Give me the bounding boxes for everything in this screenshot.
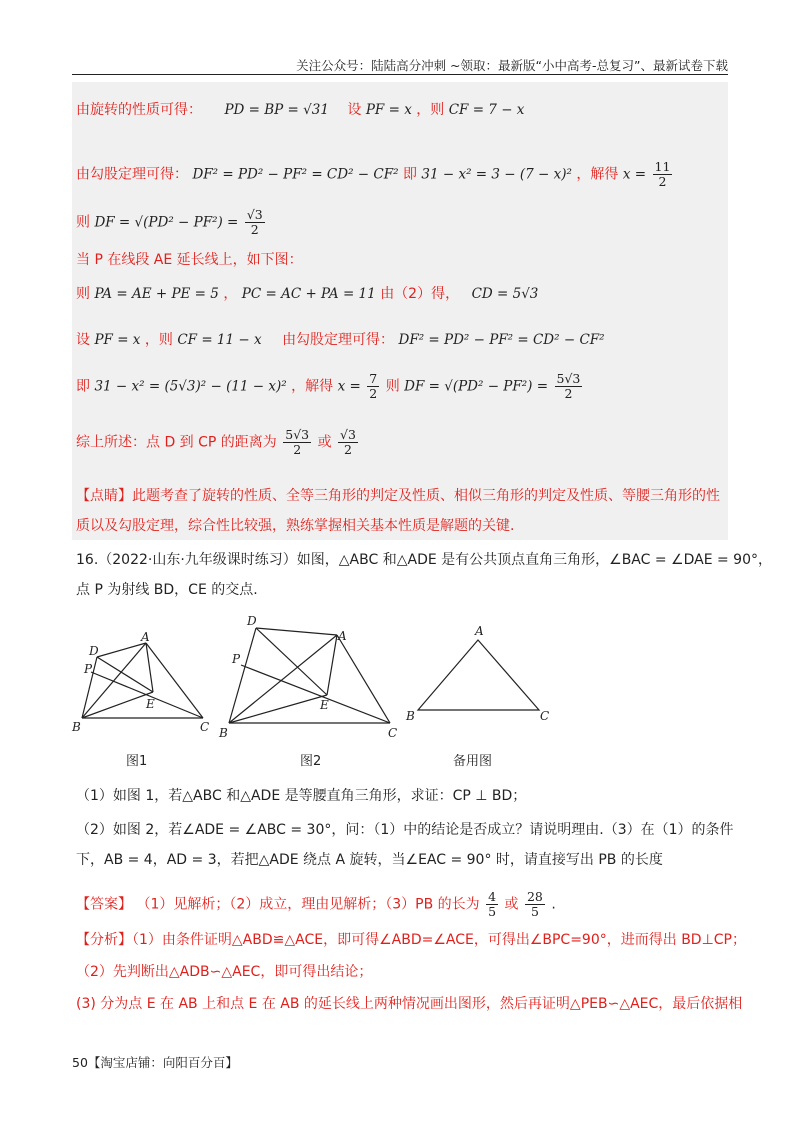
page-header: 关注公众号：陆陆高分冲刺 ~领取：最新版“小中高考-总复习”、最新试卷下载 [296,58,728,73]
figure-2 [229,628,390,723]
figure-3 [418,640,539,710]
question-part-2-line-1: （2）如图 2，若∠ADE = ∠ABC = 30°，问：（1）中的结论是否成立？请说明理由.（3）在（1）的条件 [76,822,734,838]
solution-line-6: 设 PF = x ，则 CF = 11 − x 由勾股定理可得： DF² = PD² − PF² = CD² − CF² [76,332,605,348]
fig1-label-E: E [146,697,155,711]
fig1-label-D: D [89,644,99,658]
fig2-label-E: E [320,698,329,712]
fig3-label-A: A [475,624,484,638]
fig1-label-B: B [72,720,81,734]
solution-line-7: 即 31 − x² = (5√3)² − (11 − x)² ，解得 x = $\frac{7}{2}$ 则 DF = √(PD² − PF²) = $\frac{5√3}{2}$ [76,371,581,401]
analysis-line-2: （2）先判断出△ADB∽△AEC，即可得出结论； [76,964,373,980]
geometry-figures [0,605,800,765]
question-part-1: （1）如图 1，若△ABC 和△ADE 是等腰直角三角形，求证：CP ⊥ BD； [76,788,527,804]
fig1-label-A: A [141,630,150,644]
answer-line: 【答案】 （1）见解析；（2）成立，理由见解析；（3）PB 的长为 $\frac{4}{5}$ 或 $\frac{28}{5}$ . [76,889,556,919]
analysis-line-3: (3) 分为点 E 在 AB 上和点 E 在 AB 的延长线上两种情况画出图形，然后再证明△PEB∽△AEC，最后依据相 [76,996,743,1012]
header-divider [72,74,728,75]
fig2-label-P: P [232,652,241,666]
figure-1 [82,643,203,718]
fig2-label-C: C [388,726,398,740]
solution-line-1: 由旋转的性质可得： PD = BP = √31 设 PF = x ，则 CF = 7 − x [76,102,525,118]
question-part-2-line-2: 下，AB = 4，AD = 3，若把△ADE 绕点 A 旋转，当∠EAC = 90° 时，请直接写出 PB 的长度 [76,852,663,868]
question-line-1: 16.（2022·山东·九年级课时练习）如图，△ABC 和△ADE 是有公共顶点直角三角形，∠BAC = ∠DAE = 90°， [76,552,772,568]
solution-line-4: 当 P 在线段 AE 延长线上，如下图： [76,252,303,268]
analysis-line-1: 【分析】（1）由条件证明△ABD≌△ACE，即可得∠ABD=∠ACE，可得出∠BPC=90°，进而得出 BD⊥CP； [76,932,746,948]
solution-line-8: 综上所述：点 D 到 CP 的距离为 $\frac{5√3}{2}$ 或 $\frac{√3}{2}$ [76,427,356,457]
question-line-2: 点 P 为射线 BD，CE 的交点. [76,582,258,598]
page-footer: 50【淘宝店铺：向阳百分百】 [72,1055,238,1070]
fig1-label-P: P [84,662,93,676]
solution-background [72,82,728,540]
comment-line-2: 质以及勾股定理，综合性比较强，熟练掌握相关基本性质是解题的关键. [76,518,515,534]
solution-line-2: 由勾股定理可得： DF² = PD² − PF² = CD² − CF² 即 31 − x² = 3 − (7 − x)² ，解得 x = $\frac{11}{2}$ [76,159,671,189]
solution-line-5: 则 PA = AE + PE = 5 ， PC = AC + PA = 11 由（2）得， CD = 5√3 [76,286,539,302]
figure-1-caption: 图1 [126,754,148,769]
fig3-label-C: C [540,709,550,723]
fig3-label-B: B [406,709,415,723]
fig2-label-B: B [219,726,228,740]
fig1-label-C: C [200,720,210,734]
fig2-label-D: D [247,614,257,628]
figure-3-caption: 备用图 [453,754,493,769]
comment-line-1: 【点睛】此题考查了旋转的性质、全等三角形的判定及性质、相似三角形的判定及性质、等腰三角形的性 [76,488,720,504]
fig2-label-A: A [338,629,347,643]
figure-2-caption: 图2 [300,754,322,769]
solution-line-3: 则 DF = √(PD² − PF²) = $\frac{√3}{2}$ [76,207,263,237]
